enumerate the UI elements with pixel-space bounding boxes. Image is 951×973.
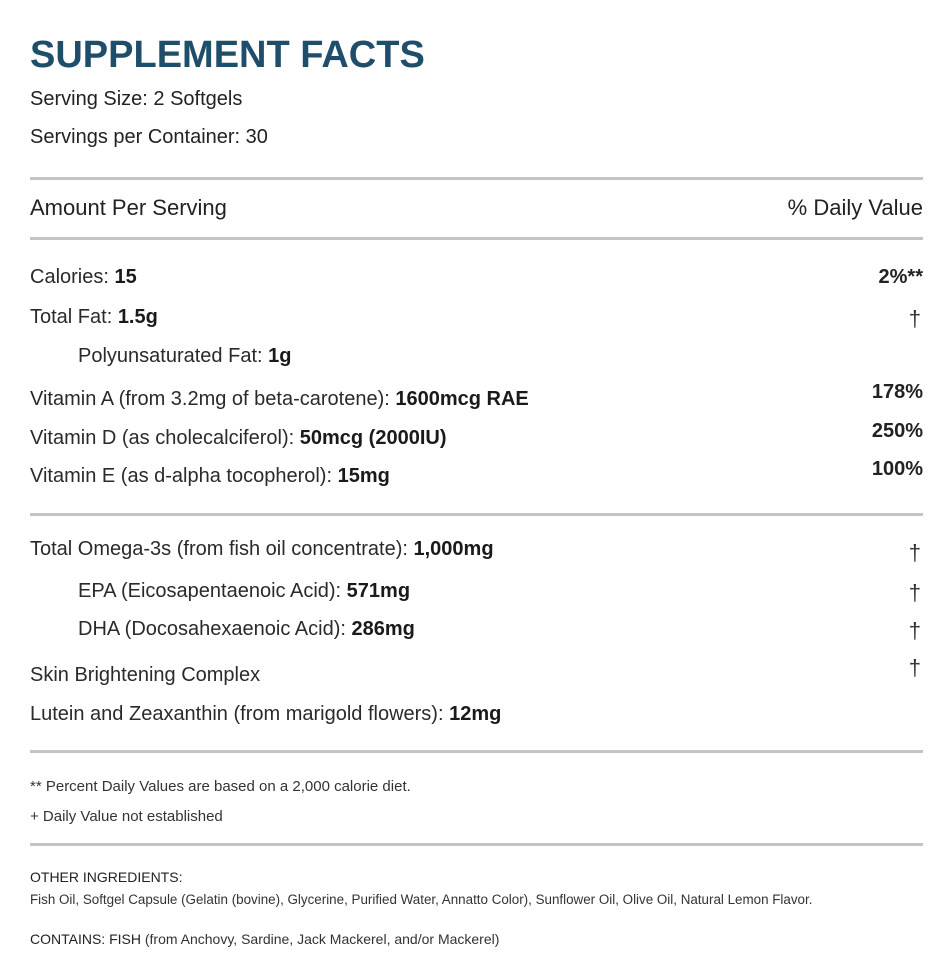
nutrient-label: Vitamin A (from 3.2mg of beta-carotene): 1600mcg RAE <box>30 388 529 410</box>
nutrient-row-total-fat <box>30 306 923 336</box>
nutrient-row-dha <box>30 618 923 648</box>
nutrient-label: Calories: 15 <box>30 266 137 288</box>
percent-daily-value-footnote: ** Percent Daily Values are based on a 2,000 calorie diet. <box>30 778 411 795</box>
nutrient-row-calories <box>30 266 923 296</box>
nutrient-row-polyunsaturated-fat <box>30 345 923 375</box>
nutrient-row-vitamin-d <box>30 420 923 454</box>
contains-detail: (from Anchovy, Sardine, Jack Mackerel, and/or Mackerel) <box>140 931 500 947</box>
nutrient-label: Total Omega-3s (from fish oil concentrate): 1,000mg <box>30 538 494 560</box>
nutrient-label: Total Fat: 1.5g <box>30 306 158 328</box>
other-ingredients-text: Fish Oil, Softgel Capsule (Gelatin (bovine), Glycerine, Purified Water, Annatto Color), Sunflower Oil, Olive Oil, Natural Lemon Flavor. <box>30 892 813 907</box>
dagger-marker: † <box>908 540 921 565</box>
dagger-marker: † <box>908 618 921 643</box>
nutrient-row-vitamin-a <box>30 381 923 415</box>
other-ingredients-heading: OTHER INGREDIENTS: <box>30 869 183 885</box>
nutrient-row-epa <box>30 580 923 610</box>
daily-value-header: % Daily Value <box>787 195 923 220</box>
nutrient-label: Polyunsaturated Fat: 1g <box>78 345 292 367</box>
divider <box>30 513 923 516</box>
dagger-marker: † <box>908 306 921 331</box>
divider <box>30 750 923 753</box>
servings-per-container: Servings per Container: 30 <box>30 126 268 148</box>
nutrient-label: Lutein and Zeaxanthin (from marigold flowers): 12mg <box>30 703 502 725</box>
page-title: SUPPLEMENT FACTS <box>30 34 425 76</box>
daily-value: 100% <box>871 458 923 480</box>
contains-label: CONTAINS: FISH <box>30 931 141 947</box>
nutrient-row-lutein-zeaxanthin <box>30 703 923 733</box>
divider <box>30 177 923 180</box>
daily-value: 178% <box>871 381 923 403</box>
nutrient-row-vitamin-e <box>30 458 923 492</box>
nutrient-label: Vitamin E (as d-alpha tocopherol): 15mg <box>30 465 390 487</box>
serving-size: Serving Size: 2 Softgels <box>30 88 243 110</box>
nutrient-label: EPA (Eicosapentaenoic Acid): 571mg <box>78 580 411 602</box>
nutrient-row-skin-brightening-complex <box>30 655 923 694</box>
nutrient-label: Skin Brightening Complex <box>30 664 261 686</box>
dagger-marker: † <box>908 580 921 605</box>
daily-value: 2%** <box>878 266 923 288</box>
daily-value-not-established-footnote: + Daily Value not established <box>30 808 223 825</box>
daily-value: 250% <box>871 420 923 442</box>
nutrient-label: DHA (Docosahexaenoic Acid): 286mg <box>78 618 415 640</box>
divider <box>30 237 923 240</box>
nutrient-label: Vitamin D (as cholecalciferol): 50mcg (2000IU) <box>30 427 447 449</box>
allergen-statement <box>30 931 499 947</box>
amount-per-serving-header: Amount Per Serving <box>30 195 227 220</box>
dagger-marker: † <box>908 655 921 680</box>
nutrient-row-total-omega-3s <box>30 538 923 568</box>
divider <box>30 843 923 846</box>
